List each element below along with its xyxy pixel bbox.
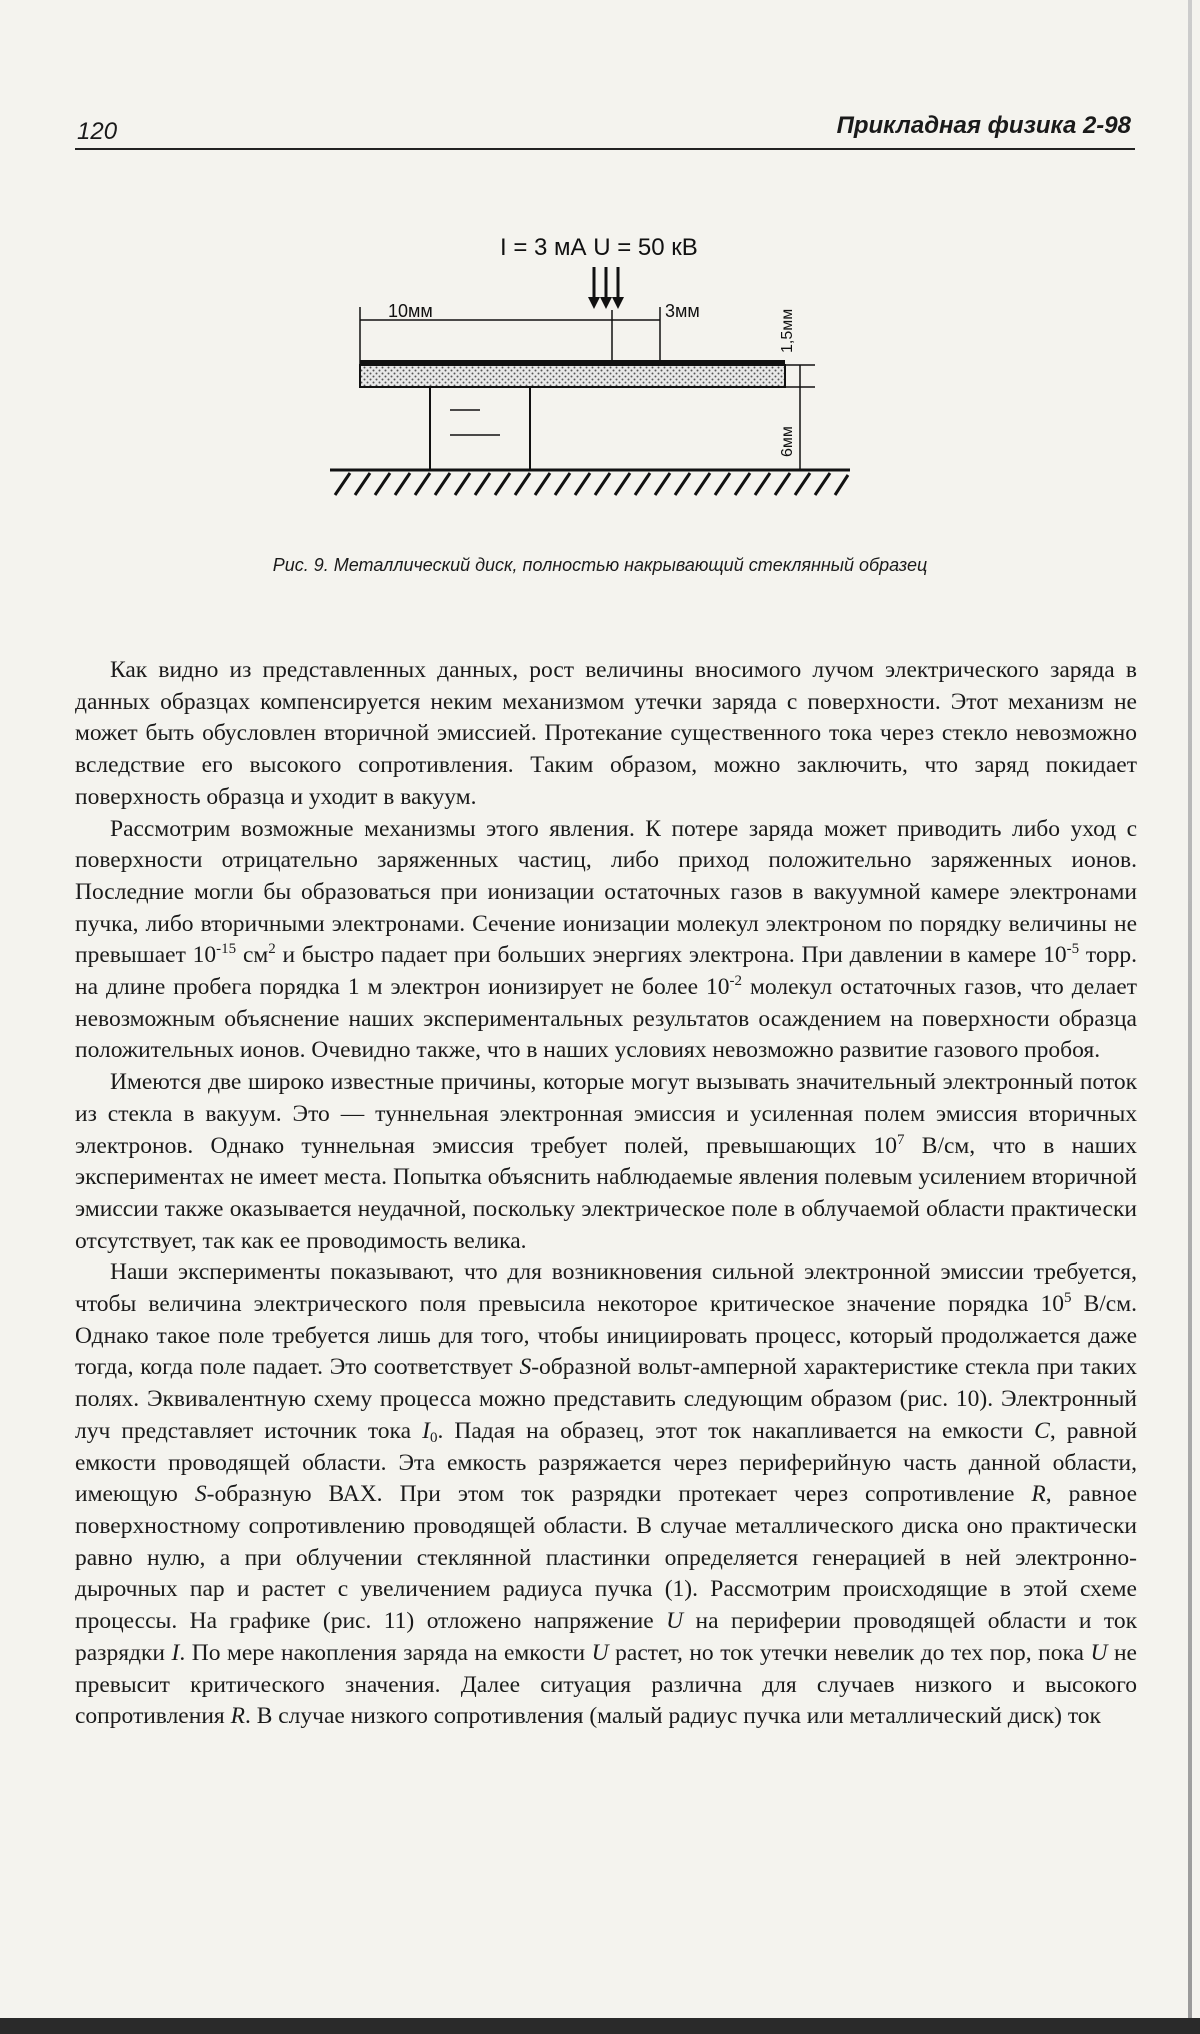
glass-sample — [360, 365, 785, 387]
glass-thickness-label: 1,5мм — [779, 308, 796, 353]
metal-disk — [360, 360, 785, 365]
paragraph: Наши эксперименты показывают, что для возникновения сильной электронной эмиссии требуется, чтобы величина электрического поля превысила некоторое критическое значение порядка $10^5$ В/см. Однако такое поле требуется лишь для того, чтобы инициировать процесс, который продолжается даже тогда, когда поле падает. Это соответствует S-образной вольт-амперной характеристике стекла при таких полях. Эквивалентную схему процесса можно представить следующим образом (рис. 10). Электронный луч представляет источник тока $I_0$. Падая на образец, этот ток накапливается на емкости C, равной емкости проводящей области. Эта емкость разряжается через периферийную часть данной области, имеющую S-образную ВАХ. При этом ток разрядки протекает через сопротивление R, равное поверхностному сопротивлению проводящей области. В случае металлического диска оно практически равно нулю, а при облучении стеклянной пластинки определяется генерацией в ней электронно-дырочных пар и растет с увеличением радиуса пучка (1). Рассмотрим происходящие в этой схеме процессы. На графике (рис. 11) отложено напряжение U на периферии проводящей области и ток разрядки I. По мере накопления заряда на емкости U растет, но ток утечки невелик до тех пор, пока U не превысит критического значения. Далее ситуация различна для случаев низкого и высокого сопротивления R. В случае низкого сопротивления (малый радиус пучка или металлический диск) ток — [75, 1259, 1137, 1730]
ground-hatching — [330, 470, 850, 495]
paragraph: Как видно из представленных данных, рост величины вносимого лучом электрического заряда в данных образцах компенсируется неким механизмом утечки заряда с поверхности. Этот механизм не может быть обусловлен вторичной эмиссией. Протекание существенного тока через стекло невозможно вследствие его высокого сопротивления. Таким образом, можно заключить, что заряд покидает поверхность образца и уходит в вакуум. — [75, 657, 1137, 810]
running-title: Прикладная физика 2-98 — [836, 112, 1131, 139]
figure-caption: Рис. 9. Металлический диск, полностью накрывающий стеклянный образец — [272, 555, 928, 575]
disk-width-label: 10мм — [388, 301, 433, 321]
page-number: 120 — [77, 118, 118, 145]
page-edge-shadow — [1188, 0, 1192, 2034]
figure-9 — [330, 225, 890, 515]
electron-beam-arrows — [588, 267, 624, 309]
paragraph: Рассмотрим возможные механизмы этого явления. К потере заряда может приводить либо уход с поверхности отрицательно заряженных частиц, либо приход положительно заряженных ионов. Последние могли бы образоваться при ионизации остаточных газов в вакуумной камере электронами пучка, либо вторичными электронами. Сечение ионизации молекул электроном по порядку величины не превышает $10^{-15}$ $см^2$ и быстро падает при больших энергиях электрона. При давлении в камере $10^{-5}$ торр. на длине пробега порядка 1 м электрон ионизирует не более $10^{-2}$ молекул остаточных газов, что делает невозможным объяснение наших экспериментальных результатов осаждением на поверхности образца положительных ионов. Очевидно также, что в наших условиях невозможно развитие газового пробоя. — [75, 815, 1137, 1064]
scan-bottom-border — [0, 2018, 1200, 2034]
body-text — [75, 655, 1137, 1733]
support-block — [430, 387, 530, 470]
page-header — [75, 108, 1135, 150]
dimension-lines — [360, 307, 815, 470]
disk-sample-diagram — [330, 225, 890, 515]
beam-width-label: 3мм — [665, 301, 700, 321]
paragraph: Имеются две широко известные причины, которые могут вызывать значительный электронный поток из стекла в вакуум. Это — туннельная электронная эмиссия и усиленная полем эмиссия вторичных электронов. Однако туннельная эмиссия требует полей, превышающих $10^7$ В/см, что в наших экспериментах не имеет места. Попытка объяснить наблюдаемые явления полевым усилением вторичной эмиссии также оказывается неудачной, поскольку электрическое поле в облучаемой области практически отсутствует, так как ее проводимость велика. — [75, 1069, 1137, 1254]
gap-height-label: 6мм — [779, 426, 796, 457]
current-voltage-label: I = 3 мА U = 50 кВ — [500, 234, 698, 261]
